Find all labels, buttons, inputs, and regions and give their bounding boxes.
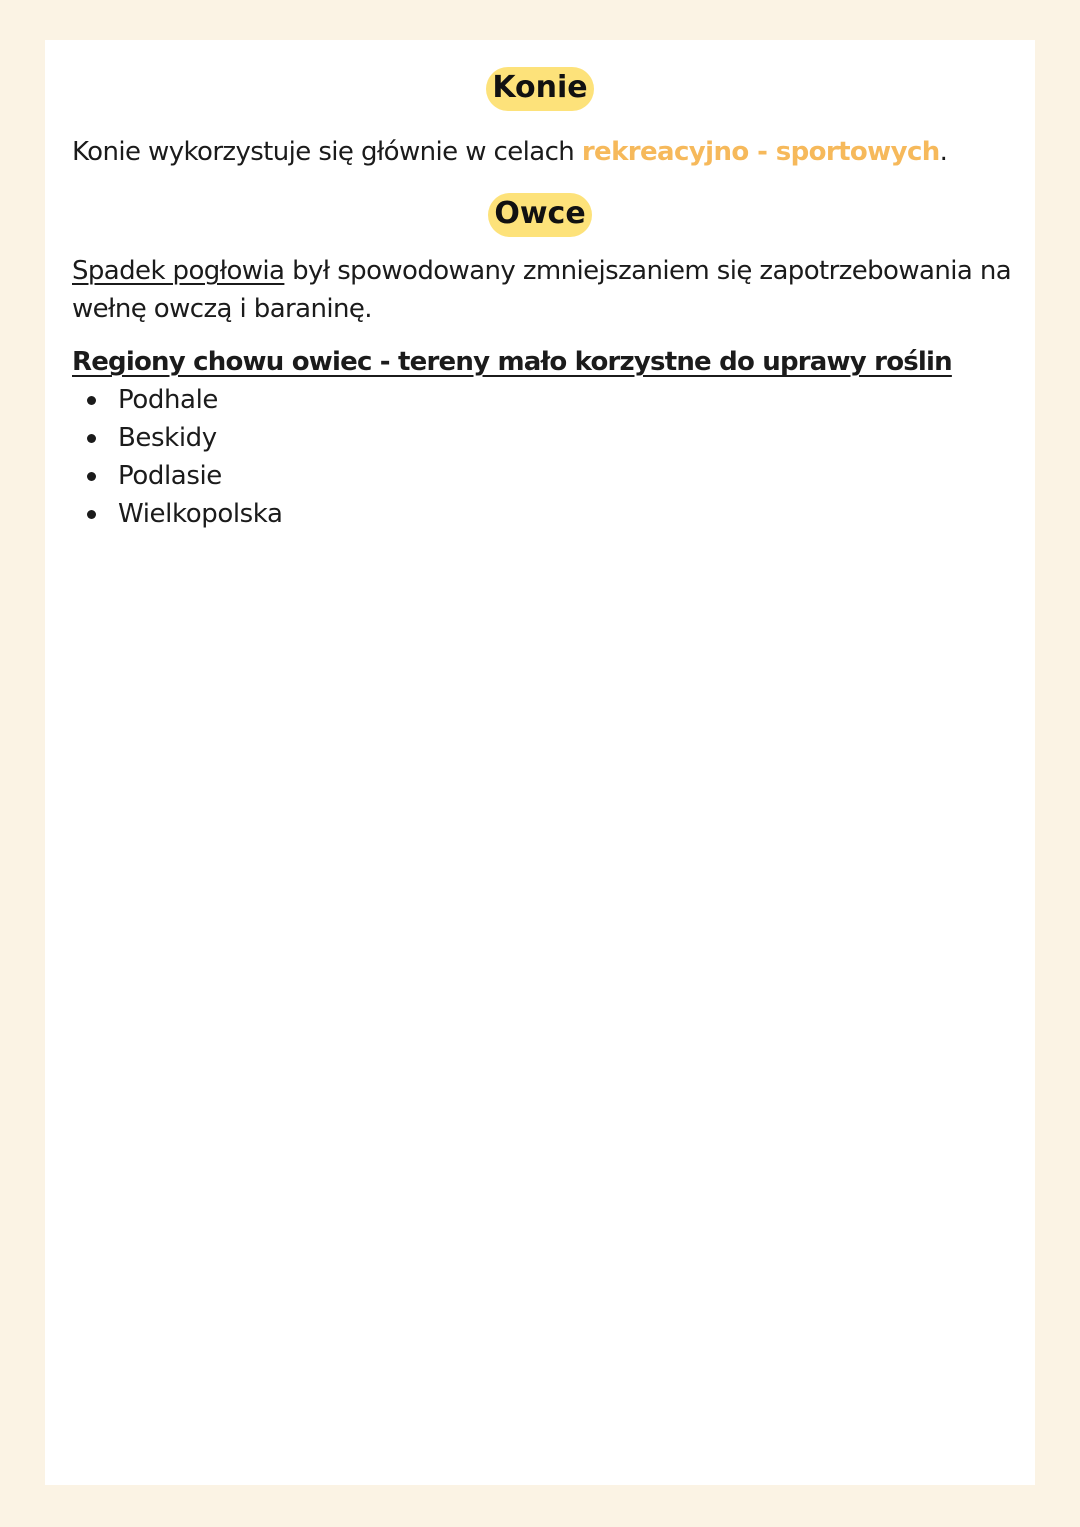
- bullet-icon: [87, 396, 96, 405]
- owce-paragraph: [72, 252, 1012, 328]
- region-label: Wielkopolska: [118, 499, 283, 529]
- regions-list: [87, 381, 283, 533]
- konie-heading-row: [45, 67, 1035, 111]
- list-item: [87, 381, 283, 419]
- konie-text: Konie wykorzystuje się głównie w celach: [72, 137, 582, 167]
- regions-title: Regiony chowu owiec - tereny mało korzystne do uprawy roślin: [72, 347, 952, 377]
- region-label: Podhale: [118, 385, 218, 415]
- bullet-icon: [87, 434, 96, 443]
- owce-underlined-lead: Spadek pogłowia: [72, 256, 285, 286]
- owce-heading-row: [45, 193, 1035, 237]
- konie-period: .: [939, 137, 948, 167]
- owce-paragraph-rest: był spowodowany zmniejszaniem się zapotrzebowania na wełnę owczą i baraninę.: [72, 256, 1012, 324]
- owce-heading: Owce: [488, 193, 591, 237]
- konie-highlight: rekreacyjno - sportowych: [581, 137, 940, 167]
- region-label: Beskidy: [118, 423, 217, 453]
- list-item: [87, 457, 283, 495]
- bullet-icon: [87, 510, 96, 519]
- regions-title-row: [72, 343, 1012, 381]
- bullet-icon: [87, 472, 96, 481]
- document-page: [45, 40, 1035, 1485]
- list-item: [87, 419, 283, 457]
- konie-paragraph: [72, 133, 1012, 171]
- region-label: Podlasie: [118, 461, 222, 491]
- list-item: [87, 495, 283, 533]
- konie-heading: Konie: [486, 67, 593, 111]
